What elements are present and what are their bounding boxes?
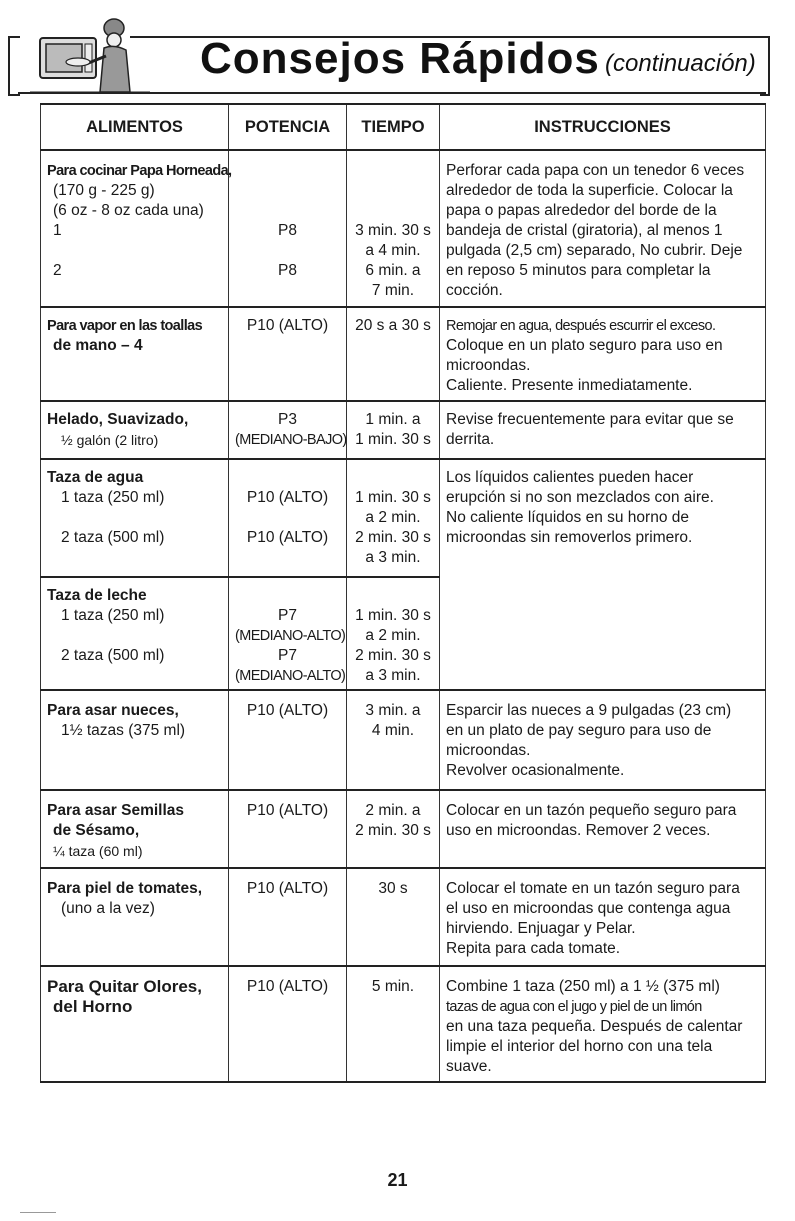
header-right-bracket [760, 36, 770, 96]
time-value: 1 min. a [365, 411, 421, 428]
instruction-line: el uso en microondas que contenga agua [446, 900, 731, 917]
food-name: Helado, Suavizado, [47, 411, 189, 428]
time-cell [347, 401, 440, 459]
food-name: Para asar nueces, [47, 702, 179, 719]
instruction-line: uso en microondas. Remover 2 veces. [446, 822, 711, 839]
time-cell [347, 790, 440, 868]
power-cell [229, 868, 347, 966]
instruction-line: microondas. [446, 357, 531, 374]
power-value: (MEDIANO-ALTO) [235, 628, 346, 644]
food-cell [41, 150, 232, 307]
column-header-time: TIEMPO [347, 104, 440, 150]
instruction-line: bandeja de cristal (giratoria), al menos 1 [446, 222, 723, 239]
time-cell [347, 577, 440, 690]
time-value: a 3 min. [365, 549, 421, 566]
food-name: del Horno [53, 997, 133, 1016]
instruction-line: suave. [446, 1058, 492, 1075]
power-value [235, 201, 340, 221]
instruction-line: Esparcir las nueces a 9 pulgadas (23 cm) [446, 702, 732, 719]
food-detail: 1 [53, 222, 62, 239]
power-cell [229, 690, 347, 790]
time-cell [347, 966, 440, 1082]
power-value [235, 586, 340, 606]
food-name: Para vapor en las toallas [47, 318, 203, 334]
table-header-row [41, 104, 766, 150]
power-value: P10 (ALTO) [246, 702, 329, 719]
time-cell [347, 459, 440, 577]
power-value: P7 [278, 607, 297, 624]
instruction-line: microondas sin removerlos primero. [446, 529, 693, 546]
time-value: 3 min. a [365, 702, 421, 719]
time-cell [347, 307, 440, 401]
instruction-line: microondas. [446, 742, 531, 759]
time-value: 6 min. a [365, 262, 421, 279]
food-cell [41, 577, 229, 690]
instruction-line: Los líquidos calientes pueden hacer [446, 469, 694, 486]
time-cell [347, 150, 440, 307]
table-row [41, 459, 766, 577]
time-value: a 2 min. [365, 509, 421, 526]
time-cell [347, 868, 440, 966]
instruction-line: cocción. [446, 282, 503, 299]
table-row [41, 966, 766, 1082]
time-value: a 2 min. [365, 627, 421, 644]
food-cell [41, 459, 229, 577]
time-value [353, 161, 433, 181]
food-detail: ½ galón (2 litro) [61, 432, 159, 448]
time-value: 30 s [378, 880, 408, 897]
food-name: Para piel de tomates, [47, 880, 203, 897]
power-value: P10 (ALTO) [246, 802, 329, 819]
instructions-cell [440, 690, 766, 790]
column-header-power: POTENCIA [229, 104, 347, 150]
food-detail: 1 taza (250 ml) [61, 489, 165, 506]
instruction-line: alrededor de toda la superficie. Colocar la [446, 182, 733, 199]
table-row [41, 307, 766, 401]
instruction-line: derrita. [446, 431, 495, 448]
instruction-line: Coloque en un plato seguro para uso en [446, 337, 723, 354]
power-value: P10 (ALTO) [246, 317, 329, 334]
header-left-bracket [8, 36, 20, 96]
table-row [41, 150, 766, 307]
time-value: 20 s a 30 s [355, 317, 431, 334]
power-value: (MEDIANO-BAJO) [235, 432, 347, 448]
power-value [235, 468, 340, 488]
instruction-line: en un plato de pay seguro para uso de [446, 722, 712, 739]
food-cell [41, 966, 229, 1082]
instruction-line: erupción si no son mezclados con aire. [446, 489, 714, 506]
time-value: a 3 min. [365, 667, 421, 684]
power-value [235, 161, 340, 181]
power-value [235, 508, 340, 528]
power-value [235, 241, 340, 261]
time-value: 1 min. 30 s [355, 607, 431, 624]
instruction-line: Colocar en un tazón pequeño seguro para [446, 802, 737, 819]
power-value: P8 [278, 222, 297, 239]
time-value: 2 min. 30 s [355, 647, 431, 664]
instructions-cell [440, 459, 766, 690]
food-detail: 2 taza (500 ml) [61, 647, 165, 664]
power-cell [229, 459, 347, 577]
instruction-line: Revise frecuentemente para evitar que se [446, 411, 734, 428]
power-cell [229, 150, 347, 307]
instruction-line: papa o papas alrededor del borde de la [446, 202, 717, 219]
time-value: 1 min. 30 s [355, 489, 431, 506]
time-value: 7 min. [371, 282, 415, 299]
instructions-cell [440, 966, 766, 1082]
food-cell [41, 401, 229, 459]
power-value: P10 (ALTO) [246, 978, 329, 995]
food-name: de Sésamo, [53, 822, 140, 839]
instruction-line: Colocar el tomate en un tazón seguro para [446, 880, 740, 897]
food-cell [41, 790, 229, 868]
power-cell [229, 790, 347, 868]
instruction-line: limpie el interior del horno con una tela [446, 1038, 713, 1055]
time-value [353, 586, 433, 606]
instruction-line: No caliente líquidos en su horno de [446, 509, 689, 526]
table-row [41, 790, 766, 868]
power-value: P7 [278, 647, 297, 664]
table-row [41, 690, 766, 790]
column-header-instructions: INSTRUCCIONES [440, 104, 766, 150]
power-value: P10 (ALTO) [246, 489, 329, 506]
food-name: Taza de leche [47, 587, 147, 604]
power-cell [229, 401, 347, 459]
instructions-cell [440, 790, 766, 868]
food-detail: 2 taza (500 ml) [61, 529, 165, 546]
food-detail: (uno a la vez) [61, 900, 155, 917]
food-detail [47, 508, 222, 528]
food-cell [41, 307, 229, 401]
time-value [353, 201, 433, 221]
time-value: 5 min. [371, 978, 415, 995]
time-value: 2 min. 30 s [355, 529, 431, 546]
quick-tips-table [40, 103, 766, 1083]
food-cell [41, 690, 229, 790]
instructions-cell [440, 868, 766, 966]
power-value: P10 (ALTO) [246, 529, 329, 546]
page-header [0, 0, 795, 110]
food-name: de mano – 4 [53, 337, 143, 354]
instruction-line: tazas de agua con el jugo y piel de un limón [446, 999, 702, 1015]
power-value: P10 (ALTO) [246, 880, 329, 897]
instruction-line: Caliente. Presente inmediatamente. [446, 377, 693, 394]
instruction-line: Repita para cada tomate. [446, 940, 621, 957]
instruction-line: Revolver ocasionalmente. [446, 762, 625, 779]
power-value: (MEDIANO-ALTO) [235, 668, 346, 684]
column-header-food: ALIMENTOS [41, 104, 229, 150]
food-detail: 1 taza (250 ml) [61, 607, 165, 624]
instructions-cell [440, 307, 766, 401]
food-name: Taza de agua [47, 469, 144, 486]
food-detail [47, 241, 222, 261]
time-value: 4 min. [371, 722, 415, 739]
time-value: 2 min. a [365, 802, 421, 819]
food-name: Para Quitar Olores, [47, 977, 202, 996]
table-row [41, 401, 766, 459]
food-detail [47, 626, 222, 646]
time-value: 1 min. 30 s [355, 431, 431, 448]
instruction-line: hirviendo. Enjuagar y Pelar. [446, 920, 636, 937]
instruction-line: Combine 1 taza (250 ml) a 1 ½ (375 ml) [446, 978, 720, 995]
page-title: Consejos Rápidos [200, 34, 600, 83]
instruction-line: Remojar en agua, después escurrir el exceso. [446, 318, 716, 334]
page-subtitle: (continuación) [605, 50, 756, 77]
footer-rule [20, 1212, 56, 1213]
food-detail: ¼ taza (60 ml) [53, 843, 143, 859]
food-detail: 2 [53, 262, 62, 279]
food-name: Para asar Semillas [47, 802, 185, 819]
instruction-line: en una taza pequeña. Después de calentar [446, 1018, 743, 1035]
instructions-cell [440, 150, 766, 307]
food-detail: 1½ tazas (375 ml) [61, 722, 186, 739]
food-detail: (6 oz - 8 oz cada una) [53, 202, 204, 219]
instruction-line: Perforar cada papa con un tenedor 6 veces [446, 162, 745, 179]
power-cell [229, 577, 347, 690]
power-value: P3 [278, 411, 297, 428]
time-value: 2 min. 30 s [355, 822, 431, 839]
time-value: 3 min. 30 s [355, 222, 431, 239]
food-name: Para cocinar Papa Horneada, [47, 163, 232, 179]
food-cell [41, 868, 229, 966]
table-row [41, 868, 766, 966]
chef-with-microwave-illustration [30, 12, 150, 98]
power-value: P8 [278, 262, 297, 279]
instruction-line: pulgada (2,5 cm) separado, No cubrir. Deje [446, 242, 743, 259]
time-cell [347, 690, 440, 790]
time-value [353, 468, 433, 488]
food-detail: (170 g - 225 g) [53, 182, 155, 199]
time-value [353, 181, 433, 201]
power-cell [229, 966, 347, 1082]
page-number: 21 [387, 1170, 408, 1190]
power-cell [229, 307, 347, 401]
time-value: a 4 min. [365, 242, 421, 259]
instructions-cell [440, 401, 766, 459]
instruction-line: en reposo 5 minutos para completar la [446, 262, 711, 279]
power-value [235, 181, 340, 201]
